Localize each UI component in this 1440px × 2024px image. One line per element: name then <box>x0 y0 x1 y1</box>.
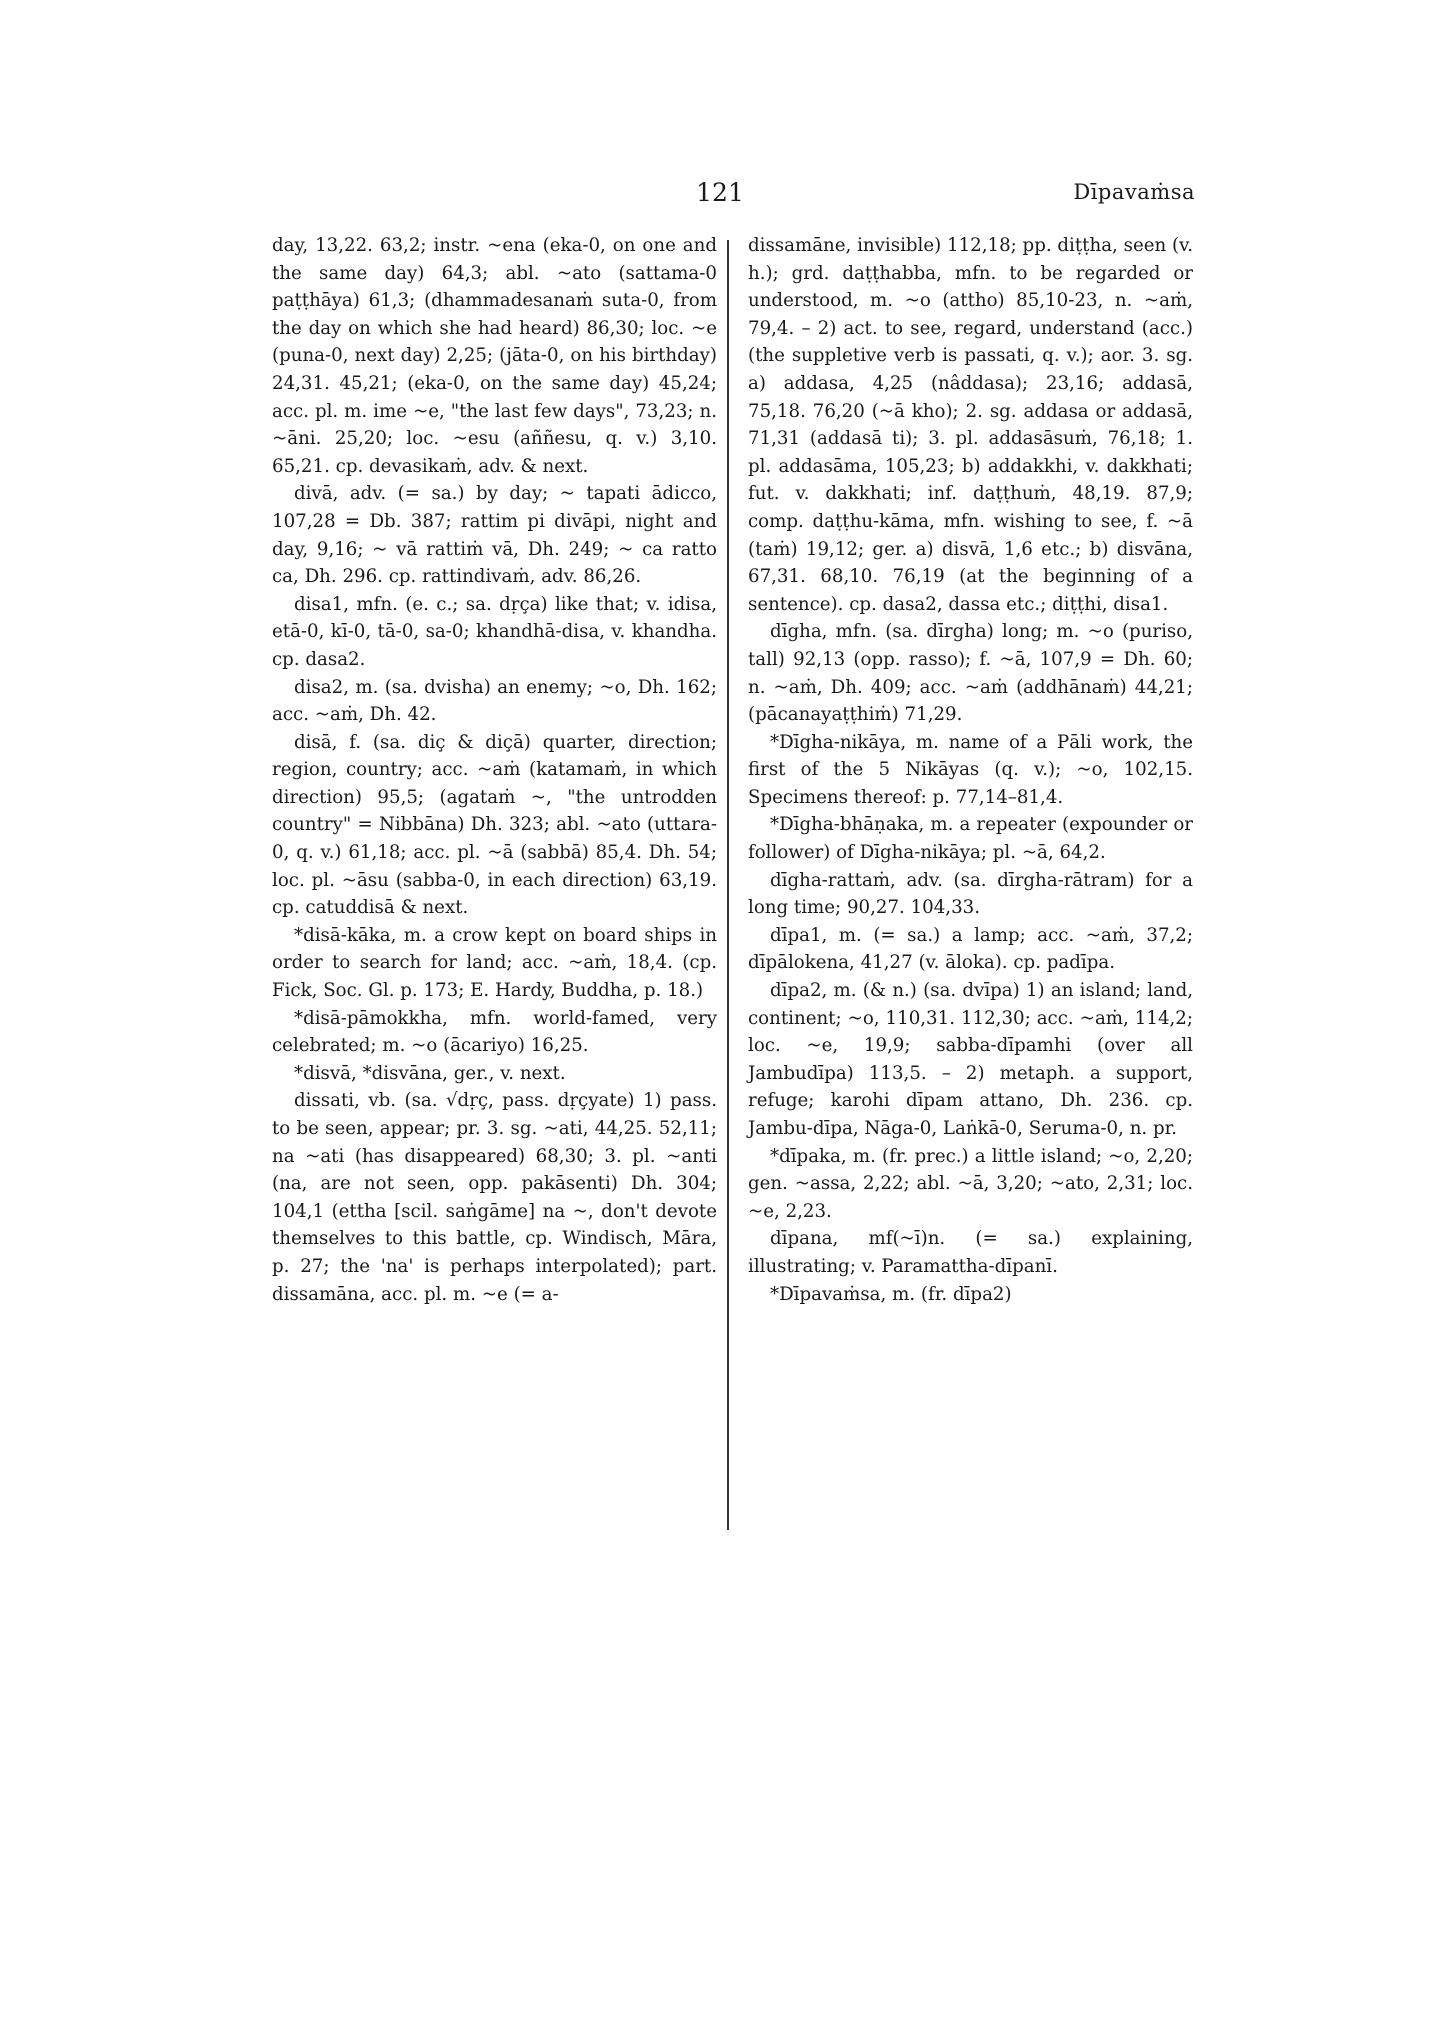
dictionary-entry: disā, f. (sa. diç & diçā) quarter, direction; region, country; acc. ~aṁ (katamaṁ, in which direction) 95,5; (agataṁ ~, "the untrodden country" = Nibbāna) Dh. 323; abl. ~ato (uttara-0, q. v.) 61,18; acc. pl. ~ā (sabbā) 85,4. Dh. 54; loc. pl. ~āsu (sabba-0, in each direction) 63,19. cp. catuddisā & next. <box>272 731 717 919</box>
dictionary-entry: disa1, mfn. (e. c.; sa. dṛça) like that; v. idisa, etā-0, kī-0, tā-0, sa-0; khandhā-disa, v. khandha. cp. dasa2. <box>272 593 717 670</box>
running-head: Dīpavaṁsa <box>1073 180 1195 204</box>
dictionary-entry: dīpa1, m. (= sa.) a lamp; acc. ~aṁ, 37,2; dīpālokena, 41,27 (v. āloka). cp. padīpa. <box>748 924 1193 974</box>
dictionary-entry: *disā-pāmokkha, mfn. world-famed, very celebrated; m. ~o (ācariyo) 16,25. <box>272 1007 717 1057</box>
dictionary-entry: *disā-kāka, m. a crow kept on board ships in order to search for land; acc. ~aṁ, 18,4. (cp. Fick, Soc. Gl. p. 173; E. Hardy, Buddha, p. 18.) <box>272 924 717 1002</box>
dictionary-entry: *dīpaka, m. (fr. prec.) a little island; ~o, 2,20; gen. ~assa, 2,22; abl. ~ā, 3,20; ~ato, 2,31; loc. ~e, 2,23. <box>748 1145 1193 1222</box>
dictionary-entry: *Dīpavaṁsa, m. (fr. dīpa2) <box>770 1283 1012 1305</box>
dictionary-entry: *disvā, *disvāna, ger., v. next. <box>294 1062 566 1084</box>
dictionary-entry: disa2, m. (sa. dvisha) an enemy; ~o, Dh. 162; acc. ~aṁ, Dh. 42. <box>272 676 717 726</box>
dictionary-entry: *Dīgha-nikāya, m. name of a Pāli work, the first of the 5 Nikāyas (q. v.); ~o, 102,15. Specimens thereof: p. 77,14–81,4. <box>748 731 1193 808</box>
dictionary-entry: divā, adv. (= sa.) by day; ~ tapati ādicco, 107,28 = Db. 387; rattim pi divāpi, night and day, 9,16; ~ vā rattiṁ vā, Dh. 249; ~ ca ratto ca, Dh. 296. cp. rattindivaṁ, adv. 86,26. <box>272 483 717 588</box>
dictionary-entry: dissamāne, invisible) 112,18; pp. diṭṭha, seen (v. h.); grd. daṭṭhabba, mfn. to be regarded or understood, m. ~o (attho) 85,10-23, n. ~aṁ, 79,4. – 2) act. to see, regard, understand (acc.) (the suppletive verb is passati, q. v.); aor. 3. sg. a) addasa, 4,25 (nâddasa); 23,16; addasā, 75,18. 76,20 (~ā kho); 2. sg. addasa or addasā, 71,31 (addasā ti); 3. pl. addasāsuṁ, 76,18; 1. pl. addasāma, 105,23; b) addakkhi, v. dakkhati; fut. v. dakkhati; inf. daṭṭhuṁ, 48,19. 87,9; comp. daṭṭhu-kāma, mfn. wishing to see, f. ~ā (taṁ) 19,12; ger. a) disvā, 1,6 etc.; b) disvāna, 67,31. 68,10. 76,19 (at the beginning of a sentence). cp. dasa2, dassa etc.; diṭṭhi, disa1. <box>748 235 1193 615</box>
dictionary-entry: *Dīgha-bhāṇaka, m. a repeater (expounder or follower) of Dīgha-nikāya; pl. ~ā, 64,2. <box>748 814 1193 864</box>
dictionary-entry: dissati, vb. (sa. √dṛç, pass. dṛçyate) 1) pass. to be seen, appear; pr. 3. sg. ~ati, 44,25. 52,11; na ~ati (has disappeared) 68,30; 3. pl. ~anti (na, are not seen, opp. pakāsenti) Dh. 304; 104,1 (ettha [scil. saṅgāme] na ~, don't devote themselves to this battle, cp. Windisch, Māra, p. 27; the 'na' is perhaps interpolated); part. dissamāna, acc. pl. m. ~e (= a- <box>272 1090 717 1305</box>
dictionary-entry: dīpa2, m. (& n.) (sa. dvīpa) 1) an island; land, continent; ~o, 110,31. 112,30; acc. ~aṁ, 114,2; loc. ~e, 19,9; sabba-dīpamhi (over all Jambudīpa) 113,5. – 2) metaph. a support, refuge; karohi dīpam attano, Dh. 236. cp. Jambu-dīpa, Nāga-0, Laṅkā-0, Seruma-0, n. pr. <box>748 980 1193 1139</box>
column-divider <box>727 240 729 1530</box>
page-number: 121 <box>696 178 744 207</box>
dictionary-entry: day, 13,22. 63,2; instr. ~ena (eka-0, on one and the same day) 64,3; abl. ~ato (sattama-0 paṭṭhāya) 61,3; (dhammadesanaṁ suta-0, from the day on which she had heard) 86,30; loc. ~e (puna-0, next day) 2,25; (jāta-0, on his birthday) 24,31. 45,21; (eka-0, on the same day) 45,24; acc. pl. m. ime ~e, "the last few days", 73,23; n. ~āni. 25,20; loc. ~esu (aññesu, q. v.) 3,10. 65,21. cp. devasikaṁ, adv. & next. <box>272 235 717 477</box>
dictionary-entry: dīgha, mfn. (sa. dīrgha) long; m. ~o (puriso, tall) 92,13 (opp. rasso); f. ~ā, 107,9 = Dh. 60; n. ~aṁ, Dh. 409; acc. ~aṁ (addhānaṁ) 44,21; (pācanayaṭṭhiṁ) 71,29. <box>748 621 1193 726</box>
dictionary-entry: dīpana, mf(~ī)n. (= sa.) explaining, illustrating; v. Paramattha-dīpanī. <box>748 1228 1193 1277</box>
right-column <box>748 232 1193 1308</box>
dictionary-entry: dīgha-rattaṁ, adv. (sa. dīrgha-rātram) for a long time; 90,27. 104,33. <box>748 869 1193 919</box>
left-column <box>272 232 717 1308</box>
